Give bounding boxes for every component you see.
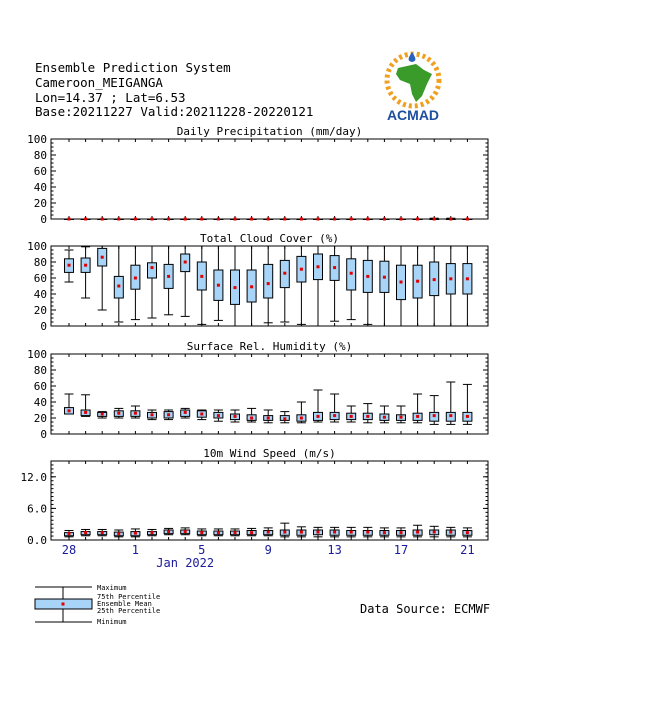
- header-coords: Lon=14.37 ; Lat=6.53: [35, 90, 186, 105]
- mean-marker: [400, 281, 403, 284]
- y-tick-label: 80: [33, 256, 47, 269]
- y-tick-label: 100: [27, 240, 47, 253]
- mean-marker: [117, 218, 120, 221]
- mean-marker: [300, 218, 303, 221]
- mean-marker: [449, 414, 452, 417]
- y-tick-label: 60: [33, 165, 47, 178]
- mean-marker: [167, 530, 170, 533]
- mean-marker: [184, 218, 187, 221]
- mean-marker: [416, 218, 419, 221]
- mean-marker: [317, 531, 320, 534]
- mean-marker: [466, 277, 469, 280]
- mean-marker: [383, 218, 386, 221]
- mean-marker: [383, 276, 386, 279]
- mean-marker: [350, 531, 353, 534]
- mean-marker: [449, 277, 452, 280]
- data-source: Data Source: ECMWF: [360, 602, 491, 616]
- mean-marker: [68, 532, 71, 535]
- mean-marker: [117, 412, 120, 415]
- y-tick-label: 80: [33, 149, 47, 162]
- mean-marker: [416, 531, 419, 534]
- mean-marker: [366, 531, 369, 534]
- y-tick-label: 40: [33, 181, 47, 194]
- mean-marker: [167, 218, 170, 221]
- mean-marker: [184, 261, 187, 264]
- y-tick-label: 12.0: [20, 470, 47, 484]
- legend: [35, 584, 160, 626]
- mean-marker: [433, 414, 436, 417]
- mean-marker: [267, 531, 270, 534]
- y-tick-label: 6.0: [27, 502, 47, 516]
- mean-marker: [466, 218, 469, 221]
- mean-marker: [333, 218, 336, 221]
- mean-marker: [283, 272, 286, 275]
- mean-marker: [449, 218, 452, 221]
- y-tick-label: 0: [40, 428, 47, 441]
- mean-marker: [366, 275, 369, 278]
- y-tick-label: 40: [33, 288, 47, 301]
- mean-marker: [117, 532, 120, 535]
- header-dates: Base:20211227 Valid:20211228-20220121: [35, 104, 314, 119]
- mean-marker: [250, 417, 253, 420]
- mean-marker: [350, 415, 353, 418]
- panel-title: Daily Precipitation (mm/day): [176, 125, 363, 138]
- mean-marker: [151, 413, 154, 416]
- mean-marker: [366, 415, 369, 418]
- legend-mean-label: Ensemble Mean: [97, 600, 152, 608]
- chart-panel-2: [27, 232, 488, 333]
- mean-marker: [250, 285, 253, 288]
- mean-marker: [300, 417, 303, 420]
- y-tick-label: 40: [33, 396, 47, 409]
- plot-frame: [51, 354, 488, 434]
- mean-marker: [250, 218, 253, 221]
- y-tick-label: 0: [40, 320, 47, 333]
- mean-marker: [217, 284, 220, 287]
- mean-marker: [84, 264, 87, 267]
- y-tick-label: 20: [33, 304, 47, 317]
- y-tick-label: 100: [27, 133, 47, 146]
- mean-marker: [68, 218, 71, 221]
- x-tick-label: 9: [264, 543, 272, 557]
- mean-marker: [433, 278, 436, 281]
- mean-marker: [101, 413, 104, 416]
- mean-marker: [101, 256, 104, 259]
- mean-marker: [466, 531, 469, 534]
- y-tick-label: 80: [33, 364, 47, 377]
- mean-marker: [84, 531, 87, 534]
- x-tick-label: 17: [393, 543, 409, 557]
- legend-max-label: Maximum: [97, 584, 127, 592]
- mean-marker: [234, 286, 237, 289]
- mean-marker: [383, 531, 386, 534]
- mean-marker: [300, 268, 303, 271]
- mean-marker: [267, 282, 270, 285]
- mean-marker: [333, 414, 336, 417]
- mean-marker: [300, 531, 303, 534]
- mean-marker: [400, 531, 403, 534]
- panel-title: Total Cloud Cover (%): [199, 232, 340, 245]
- mean-marker: [317, 415, 320, 418]
- mean-marker: [400, 218, 403, 221]
- y-tick-label: 60: [33, 272, 47, 285]
- mean-marker: [267, 417, 270, 420]
- mean-marker: [217, 218, 220, 221]
- mean-marker: [350, 218, 353, 221]
- mean-marker: [200, 413, 203, 416]
- mean-marker: [151, 266, 154, 269]
- y-tick-label: 60: [33, 380, 47, 393]
- mean-marker: [317, 265, 320, 268]
- mean-marker: [234, 531, 237, 534]
- iqr-box: [264, 264, 273, 298]
- mean-marker: [466, 415, 469, 418]
- mean-marker: [134, 277, 137, 280]
- iqr-box: [148, 263, 157, 278]
- mean-marker: [234, 218, 237, 221]
- mean-marker: [68, 264, 71, 267]
- mean-marker: [184, 530, 187, 533]
- x-tick-label: 13: [327, 543, 342, 557]
- mean-marker: [200, 531, 203, 534]
- mean-marker: [101, 218, 104, 221]
- mean-marker: [416, 280, 419, 283]
- mean-marker: [101, 531, 104, 534]
- mean-marker: [449, 531, 452, 534]
- mean-marker: [184, 411, 187, 414]
- mean-marker: [134, 412, 137, 415]
- x-tick-label: 21: [460, 543, 475, 557]
- mean-marker: [383, 416, 386, 419]
- mean-marker: [433, 218, 436, 221]
- mean-marker: [167, 275, 170, 278]
- y-tick-label: 20: [33, 412, 47, 425]
- mean-marker: [283, 218, 286, 221]
- chart-panel-1: [27, 125, 488, 226]
- mean-marker: [134, 218, 137, 221]
- mean-marker: [283, 531, 286, 534]
- mean-marker: [416, 415, 419, 418]
- x-tick-label: 5: [198, 543, 206, 557]
- logo-text: ACMAD: [386, 107, 440, 123]
- mean-marker: [217, 414, 220, 417]
- mean-marker: [333, 531, 336, 534]
- mean-marker: [84, 218, 87, 221]
- mean-marker: [366, 218, 369, 221]
- header-location: Cameroon_MEIGANGA: [35, 75, 163, 90]
- mean-marker: [200, 218, 203, 221]
- y-tick-label: 0: [40, 213, 47, 226]
- legend-min-label: Minimum: [97, 618, 127, 626]
- chart-panel-3: [27, 340, 488, 441]
- x-tick-label: 28: [61, 543, 77, 557]
- mean-marker: [317, 218, 320, 221]
- legend-p25-label: 25th Percentile: [97, 607, 161, 615]
- mean-marker: [400, 416, 403, 419]
- mean-marker: [200, 275, 203, 278]
- panel-title: Surface Rel. Humidity (%): [186, 340, 353, 353]
- y-tick-label: 20: [33, 197, 47, 210]
- mean-marker: [250, 531, 253, 534]
- mean-marker: [134, 532, 137, 535]
- plot-frame: [51, 139, 488, 219]
- panel-title: 10m Wind Speed (m/s): [203, 447, 336, 460]
- mean-marker: [283, 417, 286, 420]
- mean-marker: [151, 531, 154, 534]
- month-label: Jan 2022: [156, 556, 215, 570]
- mean-marker: [350, 272, 353, 275]
- mean-marker: [267, 218, 270, 221]
- y-tick-label: 0.0: [27, 534, 47, 547]
- legend-mean-marker: [62, 603, 65, 606]
- y-tick-label: 100: [27, 348, 47, 361]
- header-title: Ensemble Prediction System: [35, 60, 231, 75]
- mean-marker: [333, 266, 336, 269]
- mean-marker: [68, 409, 71, 412]
- x-tick-label: 1: [131, 543, 140, 557]
- mean-marker: [84, 411, 87, 414]
- mean-marker: [217, 531, 220, 534]
- mean-marker: [234, 415, 237, 418]
- chart-panel-4: [21, 447, 489, 547]
- legend-p75-label: 75th Percentile: [97, 593, 161, 601]
- mean-marker: [433, 531, 436, 534]
- mean-marker: [167, 413, 170, 416]
- mean-marker: [151, 218, 154, 221]
- mean-marker: [117, 285, 120, 288]
